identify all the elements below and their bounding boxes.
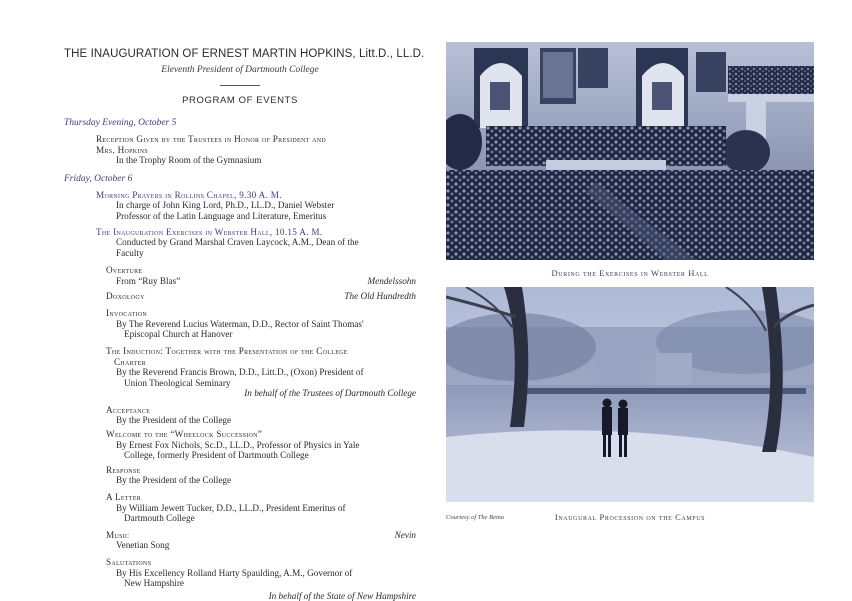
music-detail: Venetian Song (116, 540, 170, 551)
acceptance-detail: By the President of the College (116, 415, 232, 426)
invocation-detail-2: Episcopal Church at Hanover (124, 329, 233, 340)
doxology-row (106, 291, 416, 302)
prayers-detail-1: In charge of John King Lord, Ph.D., LL.D., Daniel Webster (116, 200, 335, 211)
induction-label-2: Charter (114, 356, 146, 367)
exercises-line: The Inauguration Exercises in Webster Hall, 10.15 A. M. (96, 226, 323, 237)
friday-heading: Friday, October 6 (64, 173, 133, 184)
divider (220, 85, 260, 86)
welcome-detail-2: College, formerly President of Dartmouth College (124, 450, 309, 461)
letter-label: A Letter (106, 492, 142, 503)
photo-caption-hall: During the Exercises in Webster Hall (551, 268, 709, 278)
induction-detail-1: By the Reverend Francis Brown, D.D., Litt.D., (Oxon) President of (116, 367, 364, 378)
page-title: THE INAUGURATION OF ERNEST MARTIN HOPKINS, Litt.D., LL.D. (64, 48, 425, 60)
campus-procession-photo (446, 287, 814, 502)
induction-detail-2: Union Theological Seminary (124, 377, 231, 388)
webster-hall-photo (446, 42, 814, 260)
salutations-behalf: In behalf of the State of New Hampshire (268, 590, 416, 601)
music-composer: Nevin (394, 529, 416, 540)
program-heading: PROGRAM OF EVENTS (182, 95, 298, 106)
overture-row (116, 276, 416, 287)
page-subtitle: Eleventh President of Dartmouth College (161, 65, 319, 75)
exercises-detail-2: Faculty (116, 247, 144, 258)
photo-credit: Courtesy of The Bema (446, 514, 504, 521)
doxology-detail: The Old Hundredth (344, 290, 416, 301)
exercises-detail-1: Conducted by Grand Marshal Craven Laycock, A.M., Dean of the (116, 237, 359, 248)
invocation-detail-1: By The Reverend Lucius Waterman, D.D., Rector of Saint Thomas' (116, 318, 364, 329)
salutations-detail-1: By His Excellency Rolland Harty Spaulding, A.M., Governor of (116, 567, 353, 578)
prayers-detail-2: Professor of the Latin Language and Literature, Emeritus (116, 210, 327, 221)
prayers-line: Morning Prayers in Rollins Chapel, 9.30 A. M. (96, 189, 282, 200)
photo-caption-procession: Inaugural Procession on the Campus (554, 512, 706, 522)
welcome-detail-1: By Ernest Fox Nichols, Sc.D., LL.D., Professor of Physics in Yale (116, 439, 360, 450)
webster-hall-illustration (446, 42, 814, 260)
thursday-heading: Thursday Evening, October 5 (64, 118, 177, 128)
induction-behalf: In behalf of the Trustees of Dartmouth College (244, 388, 416, 399)
overture-detail: From “Ruy Blas” (116, 275, 181, 286)
reception-location: In the Trophy Room of the Gymnasium (116, 155, 262, 166)
reception-line1: Reception Given by the Trustees in Honor of President and (96, 134, 327, 144)
doxology-label: Doxology (106, 290, 145, 301)
reception-line2: Mrs. Hopkins (96, 144, 149, 155)
salutations-detail-2: New Hampshire (124, 578, 184, 589)
acceptance-label: Acceptance (106, 404, 151, 415)
salutations-label: Salutations (106, 557, 152, 567)
invocation-label: Invocation (106, 308, 148, 319)
overture-composer: Mendelssohn (367, 275, 416, 286)
music-label: Music (106, 529, 130, 540)
campus-illustration (446, 287, 814, 502)
program-column (64, 48, 425, 601)
letter-detail-1: By William Jewett Tucker, D.D., LL.D., President Emeritus of (116, 502, 346, 513)
response-detail: By the President of the College (116, 475, 232, 486)
welcome-label: Welcome to the “Wheelock Succession” (106, 429, 263, 440)
letter-detail-2: Dartmouth College (124, 513, 195, 524)
music-row (106, 530, 416, 541)
response-label: Response (106, 464, 141, 475)
induction-label-1: The Induction: Together with the Presentation of the College (106, 345, 348, 356)
overture-label: Overture (106, 265, 143, 276)
